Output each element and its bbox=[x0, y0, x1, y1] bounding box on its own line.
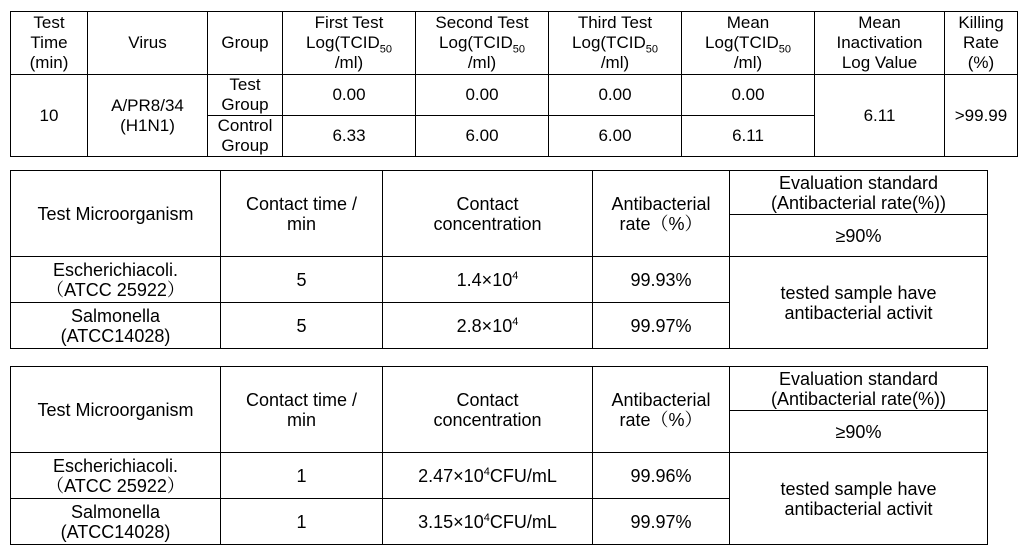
header-group: Group bbox=[208, 12, 283, 75]
header-contact-time: Contact time / min bbox=[221, 367, 383, 453]
header-evaluation-standard: Evaluation standard (Antibacterial rate(%)) bbox=[730, 171, 988, 215]
header-antibacterial-rate: Antibacterial rate（%） bbox=[593, 171, 730, 257]
antibacterial-table-2 bbox=[10, 366, 988, 545]
organism-cell: Salmonella (ATCC14028) bbox=[11, 499, 221, 545]
conclusion-cell: tested sample have antibacterial activit bbox=[730, 257, 988, 349]
mean-inactivation-cell: 6.11 bbox=[815, 75, 945, 157]
concentration-cell: $1.4\times 10^4$ bbox=[383, 257, 593, 303]
killing-rate-cell: >99.99 bbox=[945, 75, 1018, 157]
virus-inactivation-table bbox=[10, 11, 1018, 157]
header-row bbox=[11, 12, 1018, 75]
header-test-time: Test Time (min) bbox=[11, 12, 88, 75]
header-third-test: Third Test $Log(TCID_{50}$ /ml) bbox=[549, 12, 682, 75]
header-mean: Mean $Log(TCID_{50}$ /ml) bbox=[682, 12, 815, 75]
first-test-cell: 0.00 bbox=[283, 75, 416, 116]
third-test-cell: 6.00 bbox=[549, 116, 682, 157]
header-organism: Test Microorganism bbox=[11, 367, 221, 453]
header-organism: Test Microorganism bbox=[11, 171, 221, 257]
contact-time-cell: 5 bbox=[221, 303, 383, 349]
header-row bbox=[11, 367, 988, 411]
header-first-test: First Test $Log(TCID_{50}$ /ml) bbox=[283, 12, 416, 75]
table-row bbox=[11, 453, 988, 499]
header-antibacterial-rate: Antibacterial rate（%） bbox=[593, 367, 730, 453]
organism-cell: Escherichiacoli. （ATCC 25922） bbox=[11, 453, 221, 499]
contact-time-cell: 5 bbox=[221, 257, 383, 303]
header-killing-rate: Killing Rate (%) bbox=[945, 12, 1018, 75]
header-evaluation-standard: Evaluation standard (Antibacterial rate(%)) bbox=[730, 367, 988, 411]
group-cell: Test Group bbox=[208, 75, 283, 116]
rate-cell: 99.97% bbox=[593, 303, 730, 349]
mean-cell: 0.00 bbox=[682, 75, 815, 116]
concentration-cell: $3.15\times 10^4CFU/mL$ bbox=[383, 499, 593, 545]
concentration-cell: $2.8\times 10^4$ bbox=[383, 303, 593, 349]
antibacterial-table-1 bbox=[10, 170, 988, 349]
contact-time-cell: 1 bbox=[221, 499, 383, 545]
header-virus: Virus bbox=[88, 12, 208, 75]
header-mean-inactivation: Mean Inactivation Log Value bbox=[815, 12, 945, 75]
concentration-cell: $2.47\times 10^4CFU/mL$ bbox=[383, 453, 593, 499]
rate-cell: 99.97% bbox=[593, 499, 730, 545]
organism-cell: Salmonella (ATCC14028) bbox=[11, 303, 221, 349]
contact-time-cell: 1 bbox=[221, 453, 383, 499]
second-test-cell: 0.00 bbox=[416, 75, 549, 116]
header-second-test: Second Test $Log(TCID_{50}$ /ml) bbox=[416, 12, 549, 75]
group-cell: Control Group bbox=[208, 116, 283, 157]
conclusion-cell: tested sample have antibacterial activit bbox=[730, 453, 988, 545]
virus-cell: A/PR8/34 (H1N1) bbox=[88, 75, 208, 157]
mean-cell: 6.11 bbox=[682, 116, 815, 157]
header-row bbox=[11, 171, 988, 215]
rate-cell: 99.93% bbox=[593, 257, 730, 303]
standard-value: ≥90% bbox=[730, 215, 988, 257]
header-concentration: Contact concentration bbox=[383, 367, 593, 453]
third-test-cell: 0.00 bbox=[549, 75, 682, 116]
rate-cell: 99.96% bbox=[593, 453, 730, 499]
test-time-cell: 10 bbox=[11, 75, 88, 157]
table-row bbox=[11, 257, 988, 303]
second-test-cell: 6.00 bbox=[416, 116, 549, 157]
header-concentration: Contact concentration bbox=[383, 171, 593, 257]
organism-cell: Escherichiacoli. （ATCC 25922） bbox=[11, 257, 221, 303]
header-contact-time: Contact time / min bbox=[221, 171, 383, 257]
table-row bbox=[11, 75, 1018, 116]
standard-value: ≥90% bbox=[730, 411, 988, 453]
first-test-cell: 6.33 bbox=[283, 116, 416, 157]
